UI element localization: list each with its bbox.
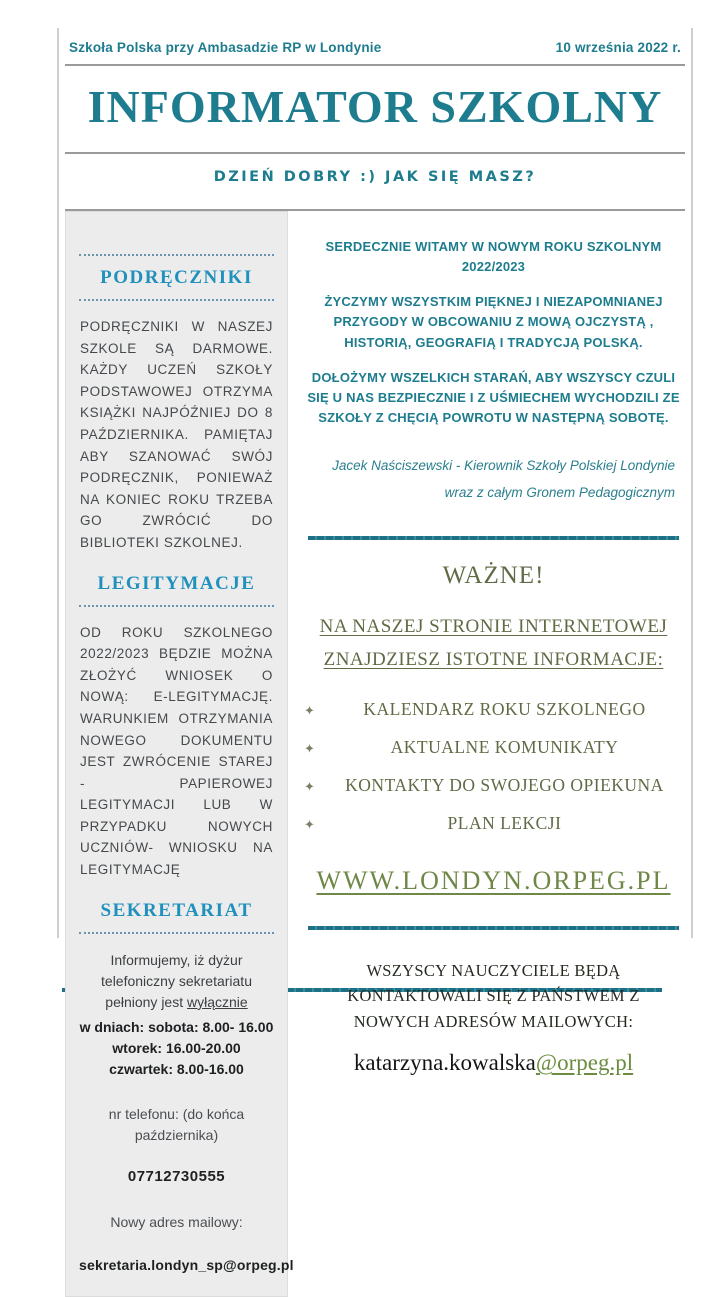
sidebar-body-podreczniki: PODRĘCZNIKI W NASZEJ SZKOLE SĄ DARMOWE. KAŻDY UCZEŃ SZKOŁY PODSTAWOWEJ OTRZYMA KSIĄŻKI NAJPÓŹNIEJ DO 8 PAŹDZIERNIKA. PAMIĘTAJ ABY SZANOWAĆ SWÓJ PODRĘCZNIK, PONIEWAŻ NA KONIEC ROKU TRZEBA GO ZWRÓCIĆ DO BIBLIOTEKI SZKOLNEJ. [80,319,273,550]
contact-email [304,1050,683,1076]
greeting-line: DZIEŃ DOBRY :) JAK SIĘ MASZ? [213,169,537,185]
sekretariat-intro [79,940,274,1015]
welcome-paragraph-3: DOŁOŻYMY WSZELKICH STARAŃ, ABY WSZYSCY CZULI SIĘ U NAS BEZPIECZNIE I Z UŚMIECHEM WYCHODZILI ZE SZKOŁY Z CHĘCIĄ POWROTU W NASTĘPNĄ SOBOTĘ. [307,369,680,425]
teal-dashed-divider [308,926,679,930]
list-item [304,775,683,796]
important-title: WAŻNE! [442,562,545,590]
diamond-bullet-icon: ✦ [304,778,315,794]
signature-line-1: Jacek Naściszewski - Kierownik Szkoły Polskiej Londynie [332,458,675,474]
contact-email-domain-link[interactable]: @orpeg.pl [535,1050,634,1076]
sidebar-heading-sekretariat: SEKRETARIAT [100,899,253,921]
main-column [288,211,685,1297]
sidebar-heading-legitymacje: LEGITYMACJE [97,572,256,594]
header [65,40,685,55]
teal-dashed-divider [308,536,679,540]
diamond-bullet-icon: ✦ [304,816,315,832]
important-list [304,699,683,834]
list-item-label: KONTAKTY DO SWOJEGO OPIEKUNA [345,774,664,795]
phone-label: nr telefonu: (do końca października) [108,1105,245,1143]
diamond-bullet-icon: ✦ [304,702,315,718]
dotted-separator [79,605,274,607]
list-item [304,699,683,720]
contact-note: WSZYSCY NAUCZYCIELE BĘDĄ KONTAKTOWALI SIĘ Z PAŃSTWEM Z NOWYCH ADRESÓW MAILOWYCH: [347,960,640,1031]
signature-line-2: wraz z całym Gronem Pedagogicznym [444,485,675,501]
important-subtitle: NA NASZEJ STRONIE INTERNETOWEJ ZNAJDZIESZ ISTOTNE INFORMACJE: [319,616,668,671]
sidebar-heading-podreczniki: PODRĘCZNIKI [100,267,253,288]
dotted-separator [79,932,274,934]
dotted-separator [79,299,274,301]
sekretariat-intro-emphasis: wyłącznie [187,993,248,1010]
list-item-label: AKTUALNE KOMUNIKATY [390,736,619,757]
list-item [304,737,683,758]
list-item [304,813,683,834]
list-item-label: KALENDARZ ROKU SZKOLNEGO [363,698,646,719]
school-name: Szkoła Polska przy Ambasadzie RP w Londynie [69,40,382,55]
sekretariat-hours: w dniach: sobota: 8.00- 16.00 wtorek: 16.00-20.00 czwartek: 8.00-16.00 [79,1018,274,1077]
contact-email-name: katarzyna.kowalska [353,1050,536,1076]
welcome-paragraph-2: ŻYCZYMY WSZYSTKIM PIĘKNEJ I NIEZAPOMNIANEJ PRZYGODY W OBCOWANIU Z MOWĄ OJCZYSTĄ , HISTORIĄ, GEOGRAFIĄ I TRADYCJĄ POLSKĄ. [324,294,663,350]
diamond-bullet-icon: ✦ [304,740,315,756]
secretariat-email: sekretaria.londyn_sp@orpeg.pl [79,1257,294,1274]
page-content [65,40,685,1297]
dotted-separator [79,254,274,256]
sidebar [65,211,294,1297]
mail-label: Nowy adres mailowy: [110,1214,243,1231]
signature-block [304,452,683,506]
page-title: INFORMATOR SZKOLNY [87,81,663,132]
website-link[interactable]: WWW.LONDYN.ORPEG.PL [316,865,671,895]
welcome-block [304,237,683,428]
welcome-paragraph-1: SERDECZNIE WITAMY W NOWYM ROKU SZKOLNYM 2022/2023 [325,239,662,275]
sekretariat-intro-text: Informujemy, iż dyżur telefoniczny sekretariatu pełniony jest [101,951,252,1010]
sidebar-body-legitymacje: OD ROKU SZKOLNEGO 2022/2023 BĘDZIE MOŻNA ZŁOŻYĆ WNIOSEK O NOWĄ: E-LEGITYMACJĘ. WARUNKIEM OTRZYMANIA NOWEGO DOKUMENTU JEST ZWRÓCENIE STAREJ - PAPIEROWEJ LEGITYMACJI LUB W PRZYPADKU NOWYCH UCZNIÓW- WNIOSKU NA LEGITYMACJĘ [80,624,273,878]
list-item-label: PLAN LEKCJI [447,812,562,833]
phone-number: 07712730555 [127,1167,226,1185]
issue-date: 10 września 2022 r. [555,40,681,55]
